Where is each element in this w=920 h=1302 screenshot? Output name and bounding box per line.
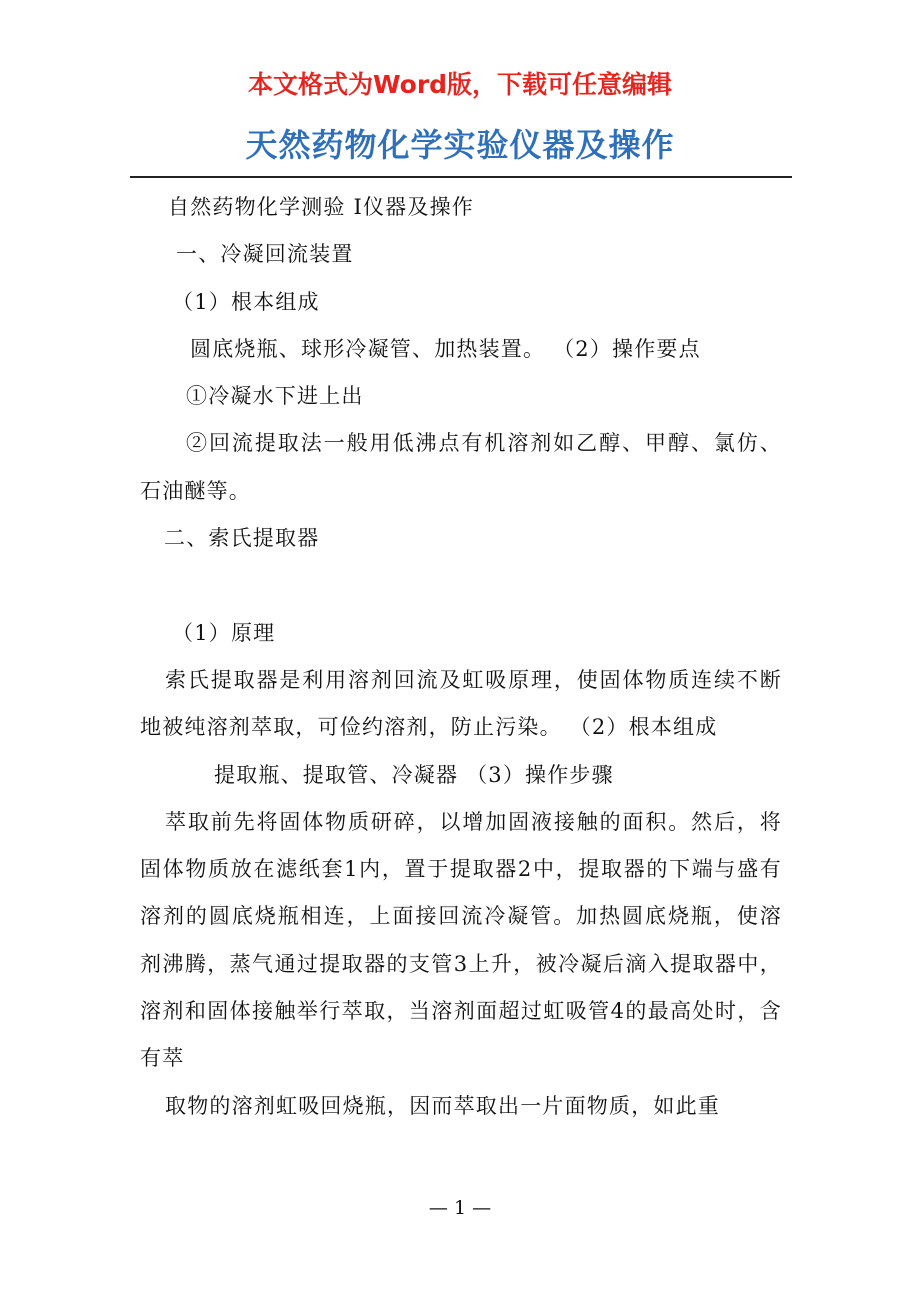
subheading-principle: （1）原理	[172, 620, 276, 645]
page-number: — 1 —	[428, 1197, 492, 1219]
format-notice-banner: 本文格式为Word版，下载可任意编辑	[247, 70, 673, 99]
blank-line	[140, 562, 782, 609]
title-divider	[130, 176, 792, 178]
heading-soxhlet-extractor: 二、索氏提取器	[164, 526, 320, 551]
paragraph-principle: 索氏提取器是利用溶剂回流及虹吸原理，使固体物质连续不断地被纯溶剂萃取，可俭约溶剂，防止污染。 （2）根本组成	[140, 667, 782, 740]
paragraph-reflux-components: 圆底烧瓶、球形冷凝管、加热装置。 （2）操作要点	[190, 336, 701, 361]
paragraph-subtitle: 自然药物化学测验 Ⅰ仪器及操作	[168, 195, 474, 219]
document-title: 天然药物化学实验仪器及操作	[245, 126, 675, 164]
paragraph-procedure: 萃取前先将固体物质研碎，以增加固液接触的面积。然后，将固体物质放在滤纸套1内，置于提取器2中，提取器的下端与盛有溶剂的圆底烧瓶相连，上面接回流冷凝管。加热圆底烧瓶，使溶剂沸腾，蒸气通过提取器的支管3上升，被冷凝后滴入提取器中，溶剂和固体接触举行萃取，当溶剂面超过虹吸管4的最高处时，含有萃	[140, 809, 782, 1071]
subheading-composition: （1）根本组成	[172, 289, 320, 314]
document-body	[140, 184, 782, 1130]
heading-reflux-apparatus: 一、冷凝回流装置	[176, 242, 354, 267]
paragraph-soxhlet-components: 提取瓶、提取管、冷凝器 （3）操作步骤	[214, 762, 614, 787]
paragraph-point-2: ②回流提取法一般用低沸点有机溶剂如乙醇、甲醇、氯仿、石油醚等。	[140, 431, 782, 503]
paragraph-point-1: ①冷凝水下进上出	[186, 384, 364, 409]
paragraph-continuation: 取物的溶剂虹吸回烧瓶，因而萃取出一片面物质，如此重	[165, 1093, 720, 1118]
